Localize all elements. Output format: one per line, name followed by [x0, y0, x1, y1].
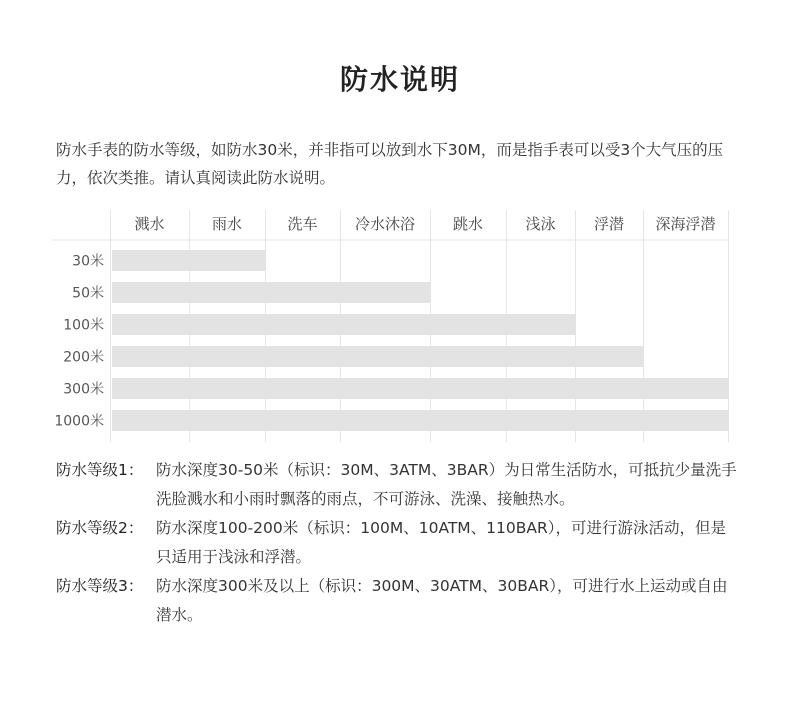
column-header: 浅泳 [525, 215, 556, 233]
row-label: 300米 [63, 381, 104, 398]
bar [112, 378, 729, 399]
level-3-text: 防水深度300米及以上（标识：300M、30ATM、30BAR），可进行水上运动或自由潜水。 [156, 577, 728, 624]
bar [112, 250, 266, 271]
page-title: 防水说明 [339, 63, 460, 96]
levels-list [56, 456, 756, 630]
column-header: 浮潜 [593, 215, 625, 233]
level-2-text: 防水深度100-200米（标识：100M、10ATM、110BAR），可进行游泳活动，但是只适用于浅泳和浮潜。 [156, 519, 727, 566]
intro-paragraph: 防水手表的防水等级，如防水30米，并非指可以放到水下30M，而是指手表可以受3个大气压的压力，依次类推。请认真阅读此防水说明。 [56, 141, 724, 187]
bar [112, 282, 431, 303]
bar [112, 410, 729, 431]
column-header: 洗车 [287, 215, 318, 233]
level-3 [56, 572, 756, 630]
bar [112, 346, 644, 367]
level-1-text: 防水深度30-50米（标识：30M、3ATM、3BAR）为日常生活防水，可抵抗少量洗手洗脸溅水和小雨时飘落的雨点，不可游泳、洗澡、接触热水。 [156, 461, 737, 508]
level-3-label: 防水等级3： [56, 577, 144, 595]
row-label: 30米 [72, 253, 104, 270]
column-header: 冷水沐浴 [354, 215, 416, 233]
level-2 [56, 514, 756, 572]
level-2-label: 防水等级2： [56, 519, 144, 537]
column-header: 雨水 [211, 215, 243, 233]
column-header: 溅水 [134, 215, 165, 233]
column-header: 跳水 [452, 215, 484, 233]
row-label: 50米 [72, 285, 104, 302]
column-header: 深海浮潜 [655, 215, 716, 233]
bar [112, 314, 576, 335]
level-1 [56, 456, 756, 514]
level-1-label: 防水等级1： [56, 461, 144, 479]
row-label: 200米 [63, 349, 104, 366]
row-label: 1000米 [54, 413, 104, 430]
row-label: 100米 [63, 317, 104, 334]
